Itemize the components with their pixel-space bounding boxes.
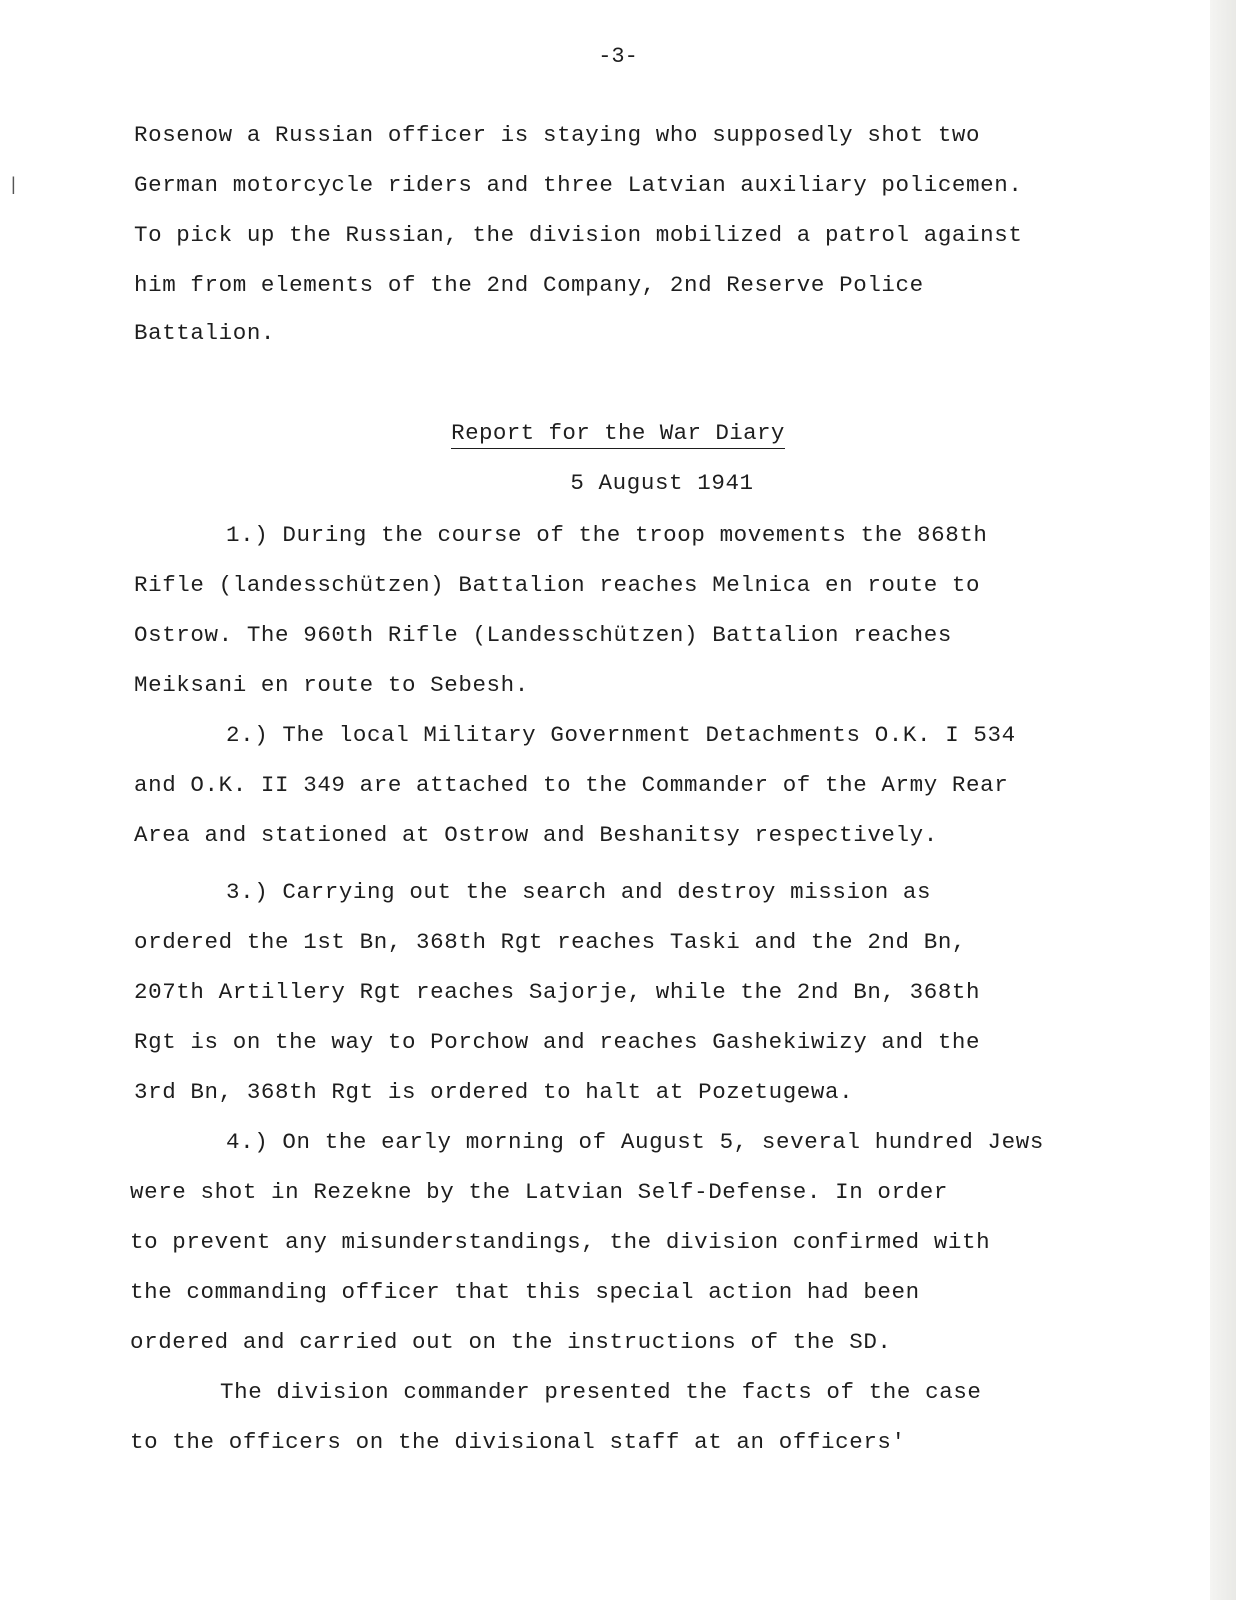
text-line: the commanding officer that this special action had been bbox=[130, 1279, 920, 1305]
text-line: To pick up the Russian, the division mobilized a patrol against bbox=[134, 222, 1023, 248]
margin-mark: | bbox=[8, 176, 19, 196]
page-edge-shadow bbox=[1210, 0, 1236, 1600]
text-line: 2.) The local Military Government Detachments O.K. I 534 bbox=[226, 722, 1016, 748]
text-line: Area and stationed at Ostrow and Beshanitsy respectively. bbox=[134, 822, 938, 848]
text-line: The division commander presented the facts of the case bbox=[220, 1379, 982, 1405]
section-heading bbox=[0, 420, 1236, 446]
text-line: 3.) Carrying out the search and destroy mission as bbox=[226, 879, 932, 905]
text-line: 4.) On the early morning of August 5, several hundred Jews bbox=[226, 1129, 1044, 1155]
text-line: 3rd Bn, 368th Rgt is ordered to halt at Pozetugewa. bbox=[134, 1079, 854, 1105]
text-line: Battalion. bbox=[134, 320, 276, 346]
text-line: 207th Artillery Rgt reaches Sajorje, while the 2nd Bn, 368th bbox=[134, 979, 981, 1005]
text-line: ordered and carried out on the instructions of the SD. bbox=[130, 1329, 892, 1355]
text-line: ordered the 1st Bn, 368th Rgt reaches Taski and the 2nd Bn, bbox=[134, 929, 967, 955]
text-line: to the officers on the divisional staff at an officers' bbox=[130, 1429, 906, 1455]
text-line: Meiksani en route to Sebesh. bbox=[134, 672, 529, 698]
text-line: and O.K. II 349 are attached to the Commander of the Army Rear bbox=[134, 772, 1009, 798]
section-heading-text: Report for the War Diary bbox=[451, 420, 785, 449]
text-line: Rosenow a Russian officer is staying who supposedly shot two bbox=[134, 122, 981, 148]
text-line: were shot in Rezekne by the Latvian Self-Defense. In order bbox=[130, 1179, 948, 1205]
text-line: to prevent any misunderstandings, the division confirmed with bbox=[130, 1229, 991, 1255]
text-line: Rgt is on the way to Porchow and reaches Gashekiwizy and the bbox=[134, 1029, 981, 1055]
page-number: -3- bbox=[598, 44, 638, 69]
text-line: 1.) During the course of the troop movements the 868th bbox=[226, 522, 988, 548]
text-line: German motorcycle riders and three Latvian auxiliary policemen. bbox=[134, 172, 1023, 198]
text-line: Rifle (landesschützen) Battalion reaches Melnica en route to bbox=[134, 572, 981, 598]
text-line: him from elements of the 2nd Company, 2nd Reserve Police bbox=[134, 272, 924, 298]
text-line: Ostrow. The 960th Rifle (Landesschützen) Battalion reaches bbox=[134, 622, 952, 648]
report-date: 5 August 1941 bbox=[570, 470, 754, 496]
